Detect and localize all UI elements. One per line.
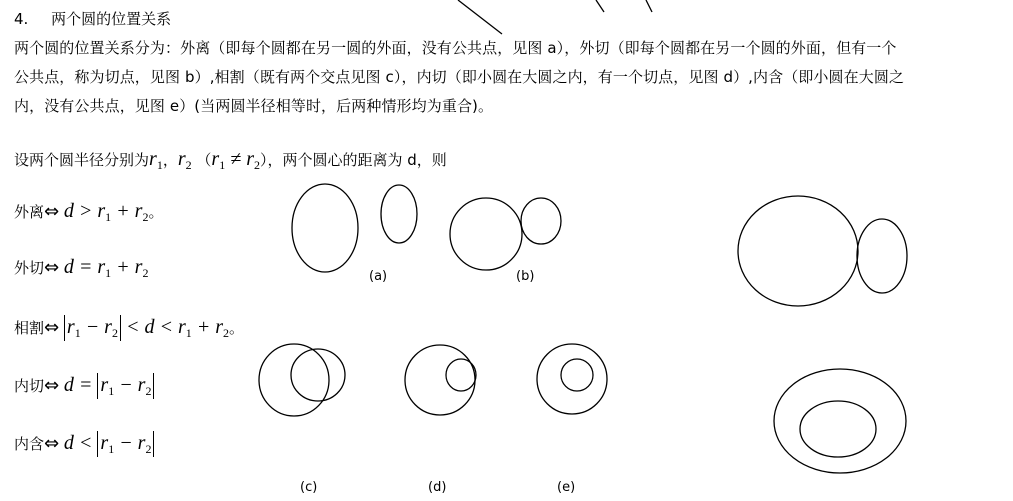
stray-line xyxy=(646,0,652,12)
circle-d-large xyxy=(405,345,475,415)
circle-e-large xyxy=(537,344,607,414)
radii-comma: ， xyxy=(162,151,178,169)
iff-icon: ⇔ xyxy=(44,433,60,454)
formula-separate: $d > r_1 + r_2$ xyxy=(63,200,149,224)
circle-right-small xyxy=(857,219,907,293)
caption-d: (d) xyxy=(428,480,447,495)
paragraph-line-1: 两个圆的位置关系分为：外离（即每个圆都在另一圆的外面，没有公共点，见图 a），外切（即每个圆都在另一个圆的外面，但有一个 xyxy=(14,39,897,57)
iff-icon: ⇔ xyxy=(44,257,60,278)
circle-c-large xyxy=(259,344,329,416)
caption-c: (c) xyxy=(300,480,318,495)
circle-a-large xyxy=(292,184,358,272)
stray-line xyxy=(458,0,502,34)
relation-external-tangent: 外切⇔ $d = r_1 + r_2$ xyxy=(14,256,149,280)
caption-b: (b) xyxy=(516,269,535,284)
stray-line xyxy=(596,0,604,12)
iff-icon: ⇔ xyxy=(44,375,60,396)
circle-a-small xyxy=(381,185,417,243)
paragraph-line-3: 内，没有公共点，见图 e）(当两圆半径相等时，后两种情形均为重合)。 xyxy=(14,97,494,115)
circle-right-large xyxy=(738,196,858,306)
circle-d-small xyxy=(446,359,476,391)
iff-icon: ⇔ xyxy=(44,317,60,338)
formula-contain: $d < r_1 - r_2$ xyxy=(64,432,155,454)
relation-internal-tangent: 内切⇔ $d = r_1 - r_2$ xyxy=(14,372,154,399)
paren-open: （ xyxy=(196,151,212,169)
relation-separate: 外离⇔ $d > r_1 + r_2$。 xyxy=(14,200,164,224)
formula-internal-tangent: $d = r_1 - r_2$ xyxy=(64,374,155,396)
circle-b-small xyxy=(521,198,561,244)
r1-symbol: $r_1$ xyxy=(149,148,163,172)
circle-c-small xyxy=(291,349,345,401)
formula-intersect: $r_1 - r_2 < d < r_1 + r_2$ xyxy=(64,316,229,338)
caption-a: (a) xyxy=(369,269,388,284)
caption-e: (e) xyxy=(557,480,576,495)
radii-prefix: 设两个圆半径分别为 xyxy=(14,151,150,169)
ellipse-right-inner xyxy=(800,401,876,457)
iff-icon: ⇔ xyxy=(44,201,60,222)
neq-expression: $r_1 \ne r_2$ xyxy=(211,148,260,172)
circle-e-small xyxy=(561,359,593,391)
section-title: 两个圆的位置关系 xyxy=(51,10,172,28)
radii-suffix: ），两个圆心的距离为 d，则 xyxy=(260,151,447,169)
section-number: 4. xyxy=(14,10,29,28)
relation-contain: 内含⇔ $d < r_1 - r_2$ xyxy=(14,430,154,457)
circle-b-large xyxy=(450,198,522,270)
formula-external-tangent: $d = r_1 + r_2$ xyxy=(63,256,149,280)
relation-intersect: 相割⇔ $r_1 - r_2 < d < r_1 + r_2$。 xyxy=(14,316,245,340)
r2-symbol: $r_2$ xyxy=(177,148,192,172)
paragraph-line-2: 公共点，称为切点，见图 b）,相割（既有两个交点见图 c），内切（即小圆在大圆之内，有一个切点，见图 d）,内含（即小圆在大圆之 xyxy=(14,68,905,86)
